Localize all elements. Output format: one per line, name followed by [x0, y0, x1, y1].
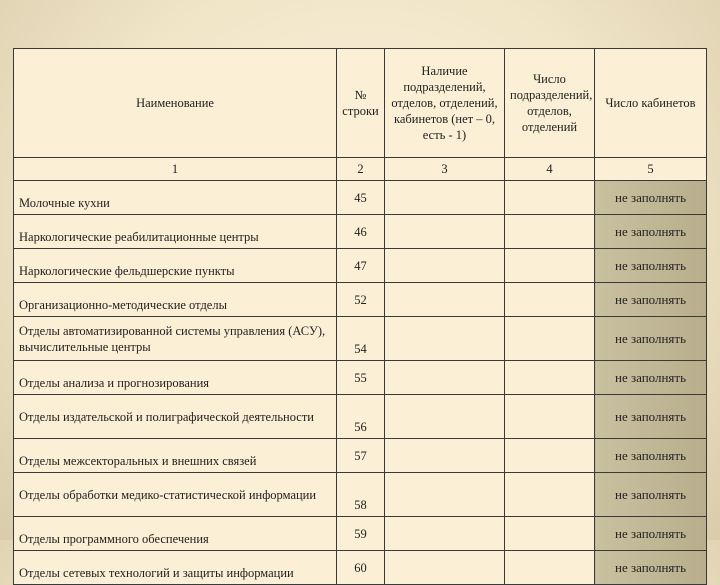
rooms-count-cell: не заполнять: [595, 395, 707, 439]
table-row: [14, 395, 707, 439]
table-row: [14, 439, 707, 473]
row-name: Наркологические фельдшерские пункты: [14, 249, 337, 283]
presence-cell[interactable]: [385, 181, 505, 215]
row-line-number: 52: [337, 283, 385, 317]
column-number: 2: [337, 158, 385, 181]
table-row: [14, 215, 707, 249]
rooms-count-cell: не заполнять: [595, 249, 707, 283]
units-count-cell[interactable]: [505, 283, 595, 317]
row-name: Отделы анализа и прогнозирования: [14, 361, 337, 395]
units-count-cell[interactable]: [505, 181, 595, 215]
table-row: [14, 473, 707, 517]
table-row: [14, 249, 707, 283]
presence-cell[interactable]: [385, 283, 505, 317]
row-line-number: 57: [337, 439, 385, 473]
table-row: [14, 283, 707, 317]
row-name: Отделы программного обеспечения: [14, 517, 337, 551]
header-row: [14, 49, 707, 158]
row-name: Отделы автоматизированной системы управления (АСУ), вычислительные центры: [14, 317, 337, 361]
column-number: 4: [505, 158, 595, 181]
departments-table: [13, 48, 707, 585]
units-count-cell[interactable]: [505, 439, 595, 473]
row-line-number: 55: [337, 361, 385, 395]
header-line-number: № строки: [337, 49, 385, 158]
rooms-count-cell: не заполнять: [595, 283, 707, 317]
presence-cell[interactable]: [385, 439, 505, 473]
rooms-count-cell: не заполнять: [595, 439, 707, 473]
row-line-number: 56: [337, 395, 385, 439]
units-count-cell[interactable]: [505, 395, 595, 439]
table-row: [14, 551, 707, 585]
rooms-count-cell: не заполнять: [595, 317, 707, 361]
rooms-count-cell: не заполнять: [595, 361, 707, 395]
presence-cell[interactable]: [385, 473, 505, 517]
row-line-number: 59: [337, 517, 385, 551]
presence-cell[interactable]: [385, 517, 505, 551]
units-count-cell[interactable]: [505, 517, 595, 551]
row-line-number: 45: [337, 181, 385, 215]
row-name: Наркологические реабилитационные центры: [14, 215, 337, 249]
column-number: 3: [385, 158, 505, 181]
rooms-count-cell: не заполнять: [595, 473, 707, 517]
table-row: [14, 181, 707, 215]
table-row: [14, 361, 707, 395]
row-line-number: 60: [337, 551, 385, 585]
row-line-number: 54: [337, 317, 385, 361]
units-count-cell[interactable]: [505, 473, 595, 517]
header-units-count: Число подразделений, отделов, отделений: [505, 49, 595, 158]
row-line-number: 58: [337, 473, 385, 517]
units-count-cell[interactable]: [505, 249, 595, 283]
rooms-count-cell: не заполнять: [595, 181, 707, 215]
row-name: Отделы сетевых технологий и защиты информации: [14, 551, 337, 585]
rooms-count-cell: не заполнять: [595, 215, 707, 249]
table-row: [14, 317, 707, 361]
units-count-cell[interactable]: [505, 551, 595, 585]
units-count-cell[interactable]: [505, 317, 595, 361]
column-number: 1: [14, 158, 337, 181]
table-row: [14, 517, 707, 551]
units-count-cell[interactable]: [505, 361, 595, 395]
presence-cell[interactable]: [385, 215, 505, 249]
row-line-number: 46: [337, 215, 385, 249]
row-name: Организационно-методические отделы: [14, 283, 337, 317]
units-count-cell[interactable]: [505, 215, 595, 249]
presence-cell[interactable]: [385, 249, 505, 283]
column-number: 5: [595, 158, 707, 181]
header-presence: Наличие подразделений, отделов, отделений, кабинетов (нет – 0, есть - 1): [385, 49, 505, 158]
rooms-count-cell: не заполнять: [595, 551, 707, 585]
header-rooms-count: Число кабинетов: [595, 49, 707, 158]
row-name: Отделы издательской и полиграфической деятельности: [14, 395, 337, 439]
row-name: Отделы межсекторальных и внешних связей: [14, 439, 337, 473]
row-line-number: 47: [337, 249, 385, 283]
presence-cell[interactable]: [385, 551, 505, 585]
column-numbers-row: [14, 158, 707, 181]
row-name: Молочные кухни: [14, 181, 337, 215]
header-name: Наименование: [14, 49, 337, 158]
presence-cell[interactable]: [385, 395, 505, 439]
rooms-count-cell: не заполнять: [595, 517, 707, 551]
presence-cell[interactable]: [385, 317, 505, 361]
presence-cell[interactable]: [385, 361, 505, 395]
row-name: Отделы обработки медико-статистической информации: [14, 473, 337, 517]
